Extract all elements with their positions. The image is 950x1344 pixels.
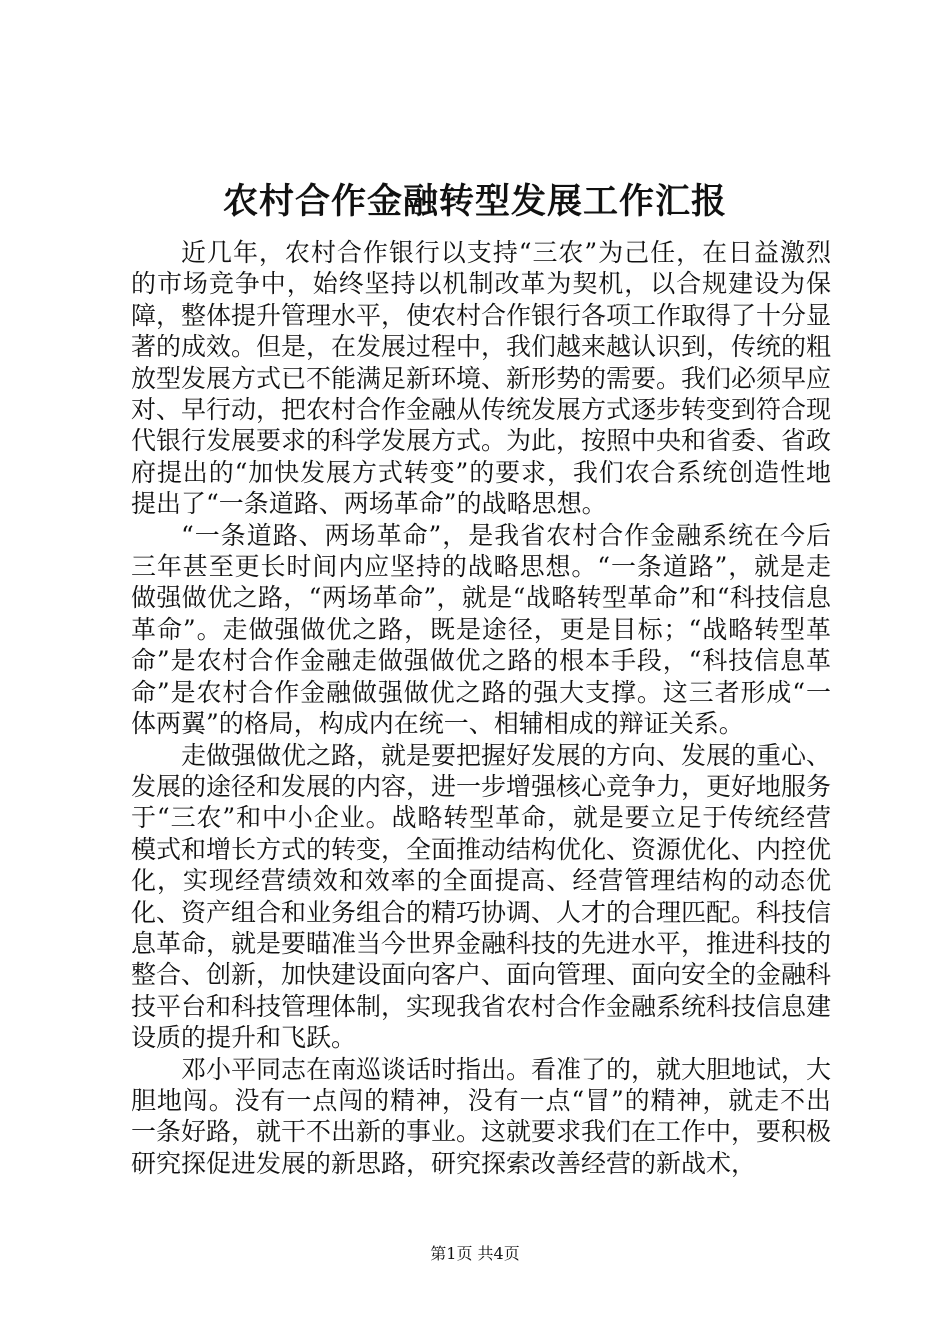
paragraph-2: “一条道路、两场革命”，是我省农村合作金融系统在今后三年甚至更长时间内应坚持的战略思想。“一条道路”，就是走做强做优之路，“两场革命”，就是“战略转型革命”和“科技信息革命”。走做强做优之路，既是途径，更是目标；“战略转型革命”是农村合作金融走做强做优之路的根本手段，“科技信息革命”是农村合作金融做强做优之路的强大支撑。这三者形成“一体两翼”的格局，构成内在统一、相辅相成的辩证关系。 bbox=[131, 520, 831, 739]
paragraph-4: 邓小平同志在南巡谈话时指出。看准了的，就大胆地试，大胆地闯。没有一点闯的精神，没有一点“冒”的精神，就走不出一条好路，就干不出新的事业。这就要求我们在工作中，要积极研究探促进发展的新思路，研究探索改善经营的新战术， bbox=[131, 1054, 832, 1178]
paragraph-1: 近几年，农村合作银行以支持“三农”为己任，在日益激烈的市场竞争中，始终坚持以机制改革为契机，以合规建设为保障，整体提升管理水平，使农村合作银行各项工作取得了十分显著的成效。但是，在发展过程中，我们越来越认识到，传统的粗放型发展方式已不能满足新环境、新形势的需要。我们必须早应对、早行动，把农村合作金融从传统发展方式逐步转变到符合现代银行发展要求的科学发展方式。为此，按照中央和省委、省政府提出的“加快发展方式转变”的要求，我们农合系统创造性地提出了“一条道路、两场革命”的战略思想。 bbox=[131, 238, 832, 519]
page-footer: 第1页 共4页 bbox=[430, 1244, 520, 1263]
paragraph-3: 走做强做优之路，就是要把握好发展的方向、发展的重心、发展的途径和发展的内容，进一步增强核心竞争力，更好地服务于“三农”和中小企业。战略转型革命，就是要立足于传统经营模式和增长方式的转变，全面推动结构优化、资源优化、内控优化，实现经营绩效和效率的全面提高、经营管理结构的动态优化、资产组合和业务组合的精巧协调、人才的合理匹配。科技信息革命，就是要瞄准当今世界金融科技的先进水平，推进科技的整合、创新，加快建设面向客户、面向管理、面向安全的金融科技平台和科技管理体制，实现我省农村合作金融系统科技信息建设质的提升和飞跃。 bbox=[131, 740, 832, 1053]
document-title: 农村合作金融转型发展工作汇报 bbox=[222, 181, 727, 222]
document-body bbox=[131, 237, 831, 1179]
